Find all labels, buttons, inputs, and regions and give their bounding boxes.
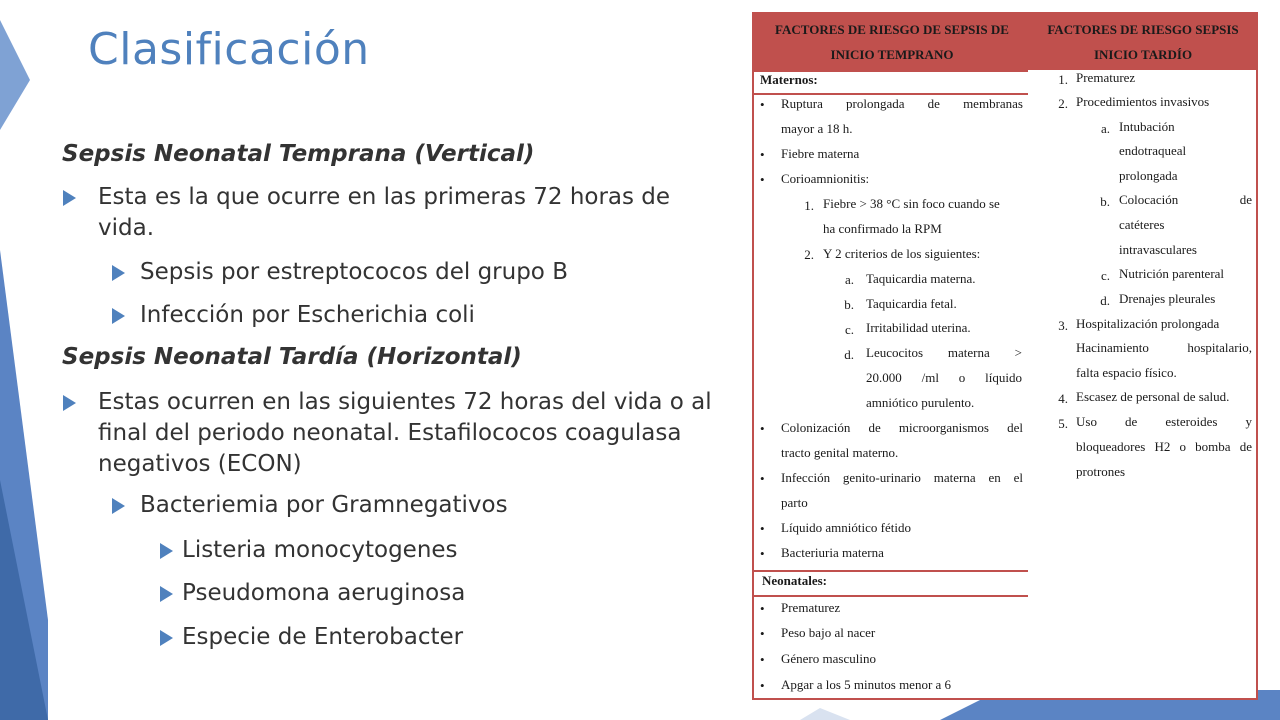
bullet-text: Listeria monocytogenes (182, 537, 458, 563)
risk-item: Género masculino (781, 651, 876, 666)
risk-item: catéteres (1119, 217, 1165, 232)
risk-item: prolongada (1119, 168, 1178, 183)
list-number: 1. (1058, 72, 1068, 87)
risk-item: Prematurez (1076, 70, 1136, 85)
table-header (754, 14, 1256, 70)
risk-factors-table (752, 12, 1258, 700)
bullet-dot-icon: • (760, 626, 765, 641)
risk-item: Hacinamiento hospitalario, (1076, 340, 1252, 355)
sub-sub-bullet-pseudomona (182, 578, 702, 609)
risk-item: Colonización de microorganismos del (781, 420, 1023, 435)
sub-bullet-estreptococos (140, 257, 700, 288)
header-line: FACTORES DE RIESGO SEPSIS (1047, 22, 1239, 37)
table-divider (754, 570, 1028, 572)
list-number: 3. (1058, 318, 1068, 333)
risk-item: protrones (1076, 464, 1126, 479)
risk-item: ha confirmado la RPM (823, 221, 942, 236)
risk-item: endotraqueal (1119, 143, 1187, 158)
bullet-text: Bacteriemia por Gramnegativos (140, 492, 508, 518)
risk-item: Prematurez (781, 600, 841, 615)
bullet-text: Especie de Enterobacter (182, 624, 464, 650)
risk-item: Intubación (1119, 119, 1175, 134)
bullet-arrow-icon (112, 265, 125, 281)
list-number: 2. (804, 247, 814, 262)
risk-item: tracto genital materno. (781, 445, 899, 460)
bullet-dot-icon: • (760, 421, 765, 436)
risk-item: Bacteriuria materna (781, 545, 884, 560)
list-number: 5. (1058, 416, 1068, 431)
bullet-temprana (98, 182, 688, 244)
left-decoration-shape (0, 0, 60, 720)
list-letter: b. (1100, 194, 1110, 209)
risk-item: Nutrición parenteral (1119, 266, 1225, 281)
list-letter: d. (1100, 293, 1110, 308)
bullet-dot-icon: • (760, 97, 765, 112)
bullet-arrow-icon (63, 395, 76, 411)
risk-item: Apgar a los 5 minutos menor a 6 (781, 677, 952, 692)
risk-item: Procedimientos invasivos (1076, 94, 1210, 109)
risk-item: Escasez de personal de salud. (1076, 389, 1230, 404)
risk-item: Corioamnionitis: (781, 171, 870, 186)
risk-item: Taquicardia materna. (866, 271, 976, 286)
section-heading-tardia: Sepsis Neonatal Tardía (Horizontal) (62, 344, 522, 370)
risk-item: Uso de esteroides y (1076, 414, 1252, 429)
sub-bullet-escherichia (140, 300, 700, 331)
bullet-arrow-icon (112, 498, 125, 514)
risk-item: mayor a 18 h. (781, 121, 853, 136)
bullet-text: Sepsis por estreptococos del grupo B (140, 259, 568, 285)
header-line: FACTORES DE RIESGO DE SEPSIS DE (775, 22, 1009, 37)
list-letter: d. (844, 347, 854, 362)
bullet-arrow-icon (112, 308, 125, 324)
list-letter: c. (1100, 268, 1110, 283)
sub-sub-bullet-enterobacter (182, 622, 702, 653)
bullet-dot-icon: • (760, 172, 765, 187)
list-number: 4. (1058, 391, 1068, 406)
bullet-arrow-icon (160, 586, 173, 602)
risk-item: Colocación de (1119, 192, 1252, 207)
risk-item: Infección genito-urinario materna en el (781, 470, 1023, 485)
bullet-arrow-icon (160, 630, 173, 646)
list-letter: b. (844, 297, 854, 312)
bullet-dot-icon: • (760, 601, 765, 616)
bullet-dot-icon: • (760, 521, 765, 536)
risk-item: amniótico purulento. (866, 395, 975, 410)
header-line: INICIO TEMPRANO (830, 47, 954, 62)
risk-item: Peso bajo al nacer (781, 625, 876, 640)
risk-item: Y 2 criterios de los siguientes: (823, 246, 981, 261)
list-number: 1. (804, 198, 814, 213)
risk-item: Líquido amniótico fétido (781, 520, 911, 535)
bullet-text: Estas ocurren en las siguientes 72 horas del vida o al final del periodo neonatal. Estafilococos coagulasa negativos (ECON) (98, 389, 712, 477)
risk-item: Drenajes pleurales (1119, 291, 1216, 306)
header-late-onset (1030, 17, 1256, 67)
bullet-dot-icon: • (760, 471, 765, 486)
risk-item: falta espacio físico. (1076, 365, 1177, 380)
header-line: INICIO TARDÍO (1093, 47, 1193, 62)
bullet-text: Infección por Escherichia coli (140, 302, 475, 328)
section-heading-temprana: Sepsis Neonatal Temprana (Vertical) (62, 141, 535, 167)
header-early-onset (754, 17, 1030, 67)
sub-bullet-gramnegativos (140, 490, 700, 521)
bullet-text: Pseudomona aeruginosa (182, 580, 466, 606)
list-letter: a. (844, 272, 854, 287)
risk-item: Hospitalización prolongada (1076, 316, 1220, 331)
risk-item: Ruptura prolongada de membranas (781, 96, 1023, 111)
bullet-dot-icon: • (760, 147, 765, 162)
risk-item: Fiebre > 38 °C sin foco cuando se (823, 196, 1000, 211)
risk-item: intravasculares (1119, 242, 1197, 257)
risk-item: bloqueadores H2 o bomba de (1076, 439, 1252, 454)
list-letter: a. (1100, 121, 1110, 136)
bullet-arrow-icon (63, 190, 76, 206)
neonatales-label: Neonatales: (762, 573, 827, 588)
list-number: 2. (1058, 96, 1068, 111)
slide-title: Clasificación (88, 24, 370, 75)
bullet-dot-icon: • (760, 652, 765, 667)
risk-item: Leucocitos materna > (866, 345, 1022, 360)
risk-item: Fiebre materna (781, 146, 860, 161)
sub-sub-bullet-listeria (182, 535, 702, 566)
risk-item: 20.000 /ml o líquido (866, 370, 1022, 385)
maternos-label: Maternos: (760, 72, 818, 87)
bullet-arrow-icon (160, 543, 173, 559)
bullet-text: Esta es la que ocurre en las primeras 72 horas de vida. (98, 184, 671, 241)
bullet-dot-icon: • (760, 546, 765, 561)
bullet-tardia (98, 387, 713, 480)
risk-item: Irritabilidad uterina. (866, 320, 971, 335)
risk-item: parto (781, 495, 808, 510)
bullet-dot-icon: • (760, 678, 765, 693)
list-letter: c. (844, 322, 854, 337)
risk-item: Taquicardia fetal. (866, 296, 957, 311)
